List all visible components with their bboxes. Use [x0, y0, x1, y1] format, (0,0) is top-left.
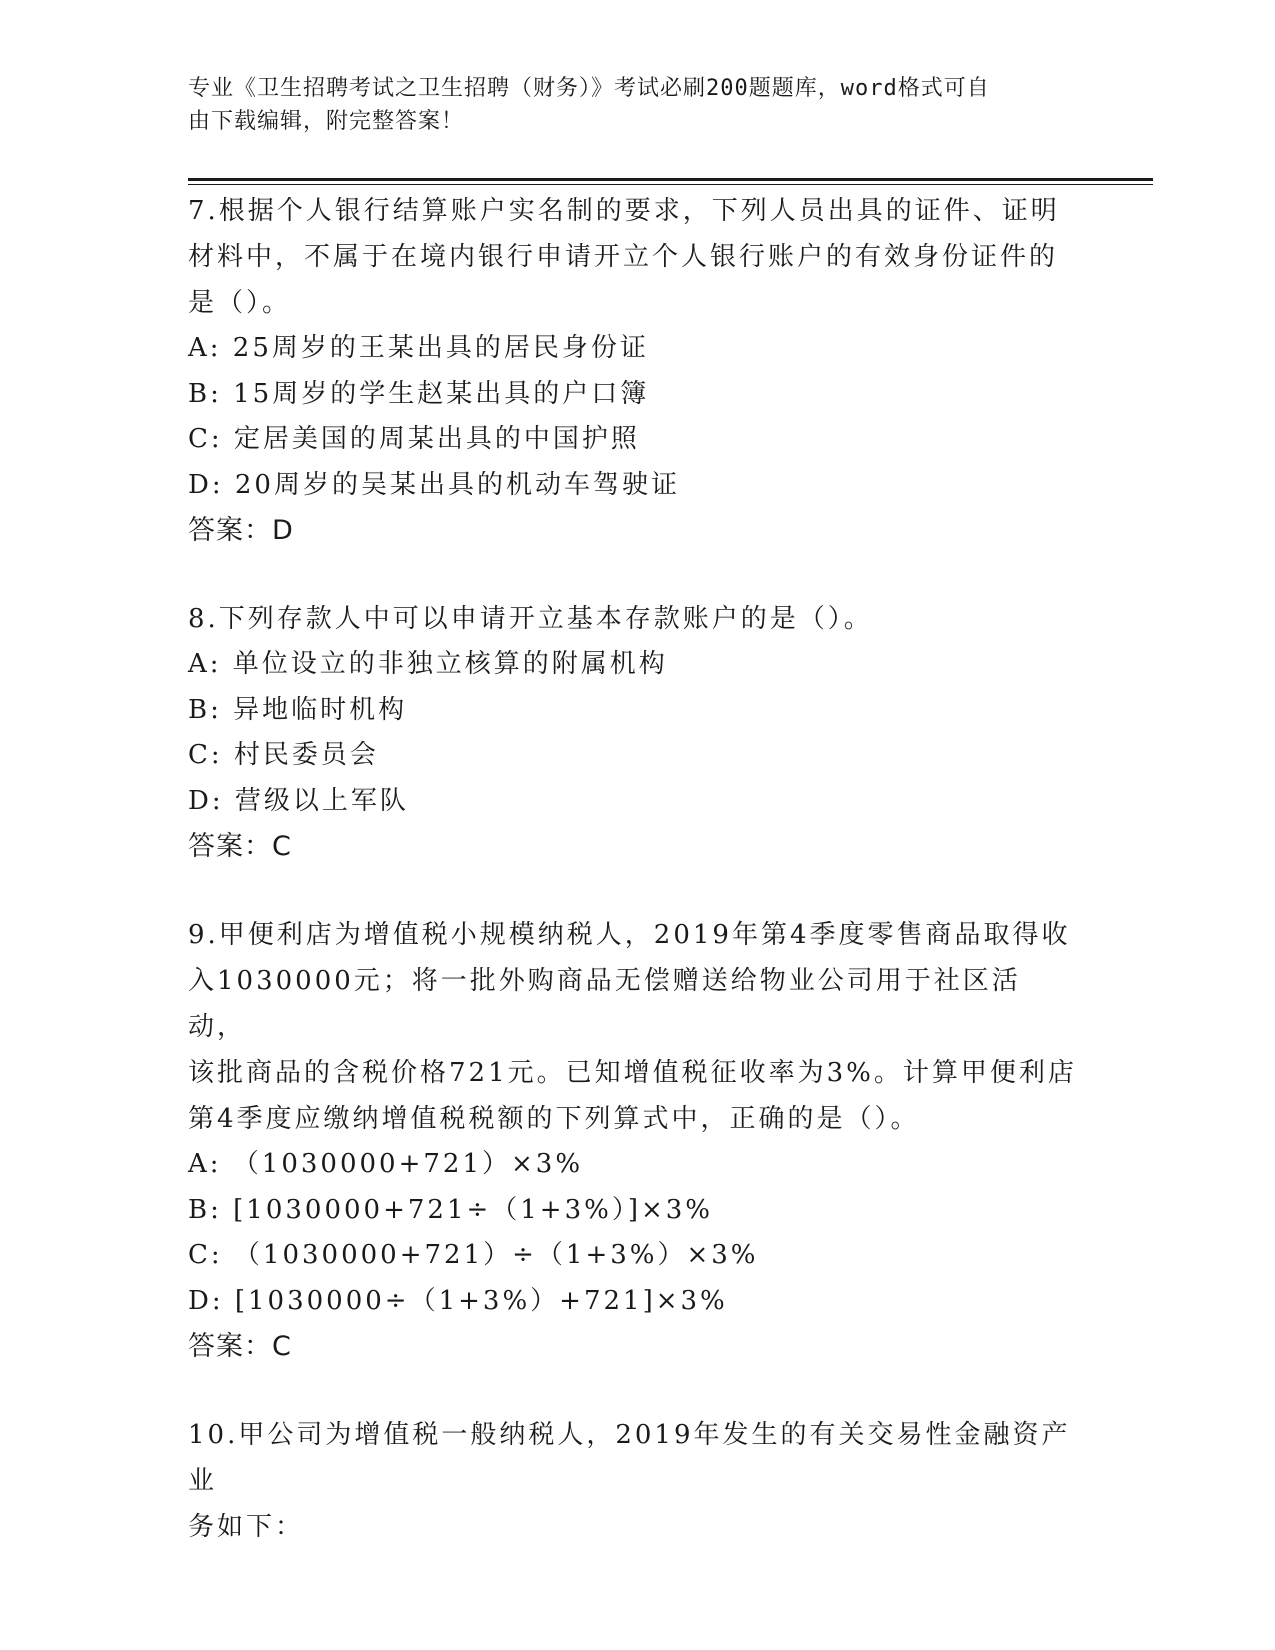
- option-b: B: 15周岁的学生赵某出具的户口簿: [188, 378, 650, 409]
- question-stem-line: 该批商品的含税价格721元。已知增值税征收率为3%。计算甲便利店: [188, 1058, 1077, 1088]
- header-line-2: 由下载编辑，附完整答案！: [188, 109, 465, 134]
- option-c: C: （1030000+721）÷（1+3%）×3%: [188, 1240, 759, 1270]
- option-b: B: 异地临时机构: [188, 694, 408, 725]
- question-7: [188, 188, 1078, 554]
- header-divider-thick: [188, 178, 1153, 181]
- question-stem-line: 9.甲便利店为增值税小规模纳税人，2019年第4季度零售商品取得收: [188, 920, 1071, 950]
- option-a: A: 单位设立的非独立核算的附属机构: [188, 649, 668, 679]
- option-a: A: 25周岁的王某出具的居民身份证: [188, 333, 649, 363]
- question-stem-line: 入1030000元；将一批外购商品无偿赠送给物业公司用于社区活动，: [188, 966, 1021, 1042]
- header-divider-thin: [188, 184, 1153, 185]
- question-8: [188, 596, 1078, 870]
- header-line-1: 专业《卫生招聘考试之卫生招聘（财务）》考试必刷200题题库，word格式可自: [188, 76, 990, 101]
- question-stem-line: 务如下：: [188, 1512, 305, 1542]
- option-c: C: 村民委员会: [188, 740, 379, 770]
- answer-label: 答案：C: [188, 831, 292, 862]
- option-d: D: 营级以上军队: [188, 785, 409, 816]
- option-a: A: （1030000+721）×3%: [188, 1149, 584, 1179]
- option-c: C: 定居美国的周某出具的中国护照: [188, 424, 640, 454]
- question-stem-line: 7.根据个人银行结算账户实名制的要求，下列人员出具的证件、证明: [188, 196, 1060, 226]
- question-9: [188, 912, 1078, 1370]
- question-gap: [188, 870, 1078, 912]
- answer-label: 答案：C: [188, 1331, 292, 1362]
- option-d: D: 20周岁的吴某出具的机动车驾驶证: [188, 469, 680, 500]
- question-list: [188, 188, 1078, 1550]
- question-10: [188, 1412, 1078, 1550]
- question-stem-line: 8.下列存款人中可以申请开立基本存款账户的是（）。: [188, 604, 873, 634]
- option-b: B: [1030000+721÷（1+3%）]×3%: [188, 1194, 714, 1225]
- question-gap: [188, 1370, 1078, 1412]
- question-gap: [188, 554, 1078, 596]
- answer-label: 答案：D: [188, 515, 294, 546]
- option-d: D: [1030000÷（1+3%）+721]×3%: [188, 1285, 728, 1316]
- question-stem-line: 第4季度应缴纳增值税税额的下列算式中，正确的是（）。: [188, 1104, 920, 1134]
- question-stem-line: 是（）。: [188, 288, 292, 318]
- question-stem-line: 材料中，不属于在境内银行申请开立个人银行账户的有效身份证件的: [188, 242, 1059, 272]
- document-header: [188, 72, 1068, 138]
- question-stem-line: 10.甲公司为增值税一般纳税人，2019年发生的有关交易性金融资产业: [188, 1420, 1071, 1496]
